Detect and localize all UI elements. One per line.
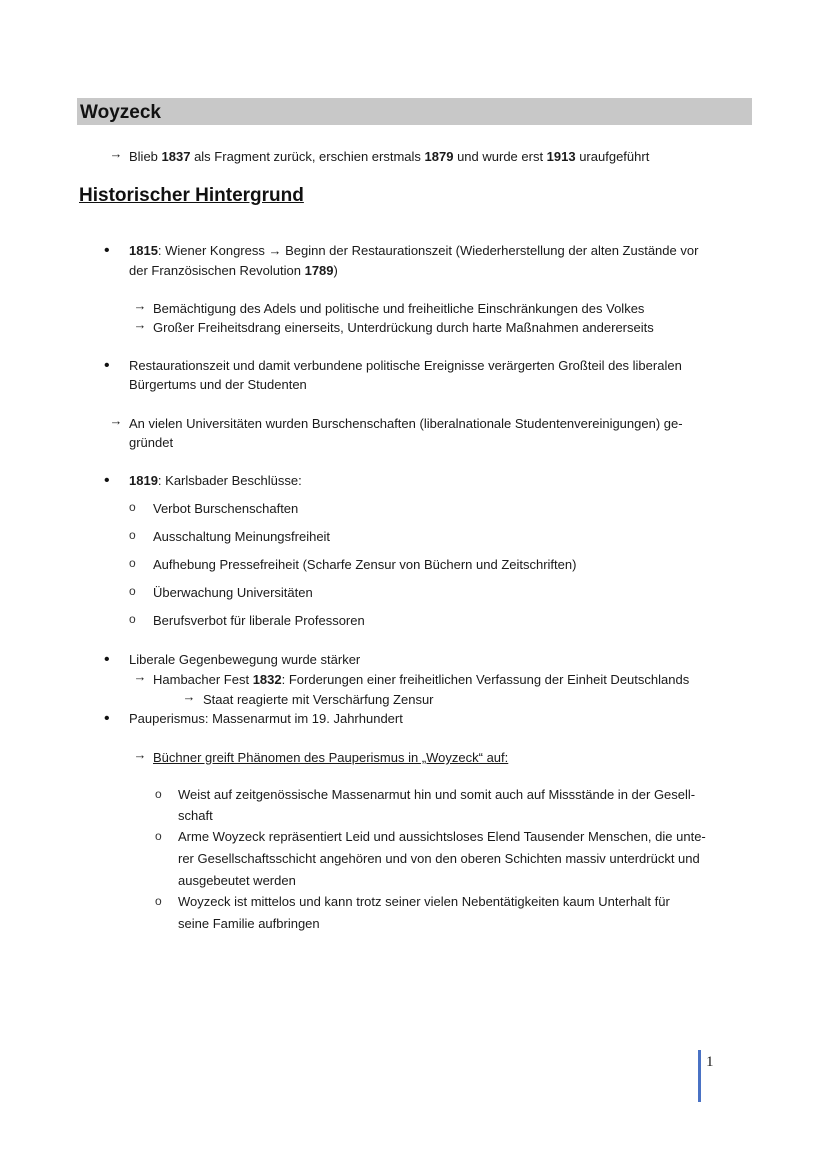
section6-item-1-line2: schaft (178, 808, 213, 823)
section1-sub-1: Bemächtigung des Adels und politische und freiheitliche Einschränkungen des Volkes (153, 301, 645, 316)
arrow-icon: → (133, 747, 147, 762)
section3-line2: gründet (129, 435, 174, 450)
section5-subsub: Staat reagierte mit Verschärfung Zensur (203, 692, 434, 707)
section1-line2: der Französischen Revolution 1789) (129, 263, 338, 278)
section2-line2: Bürgertums und der Studenten (129, 377, 307, 392)
section1-line1: 1815: Wiener Kongress → Beginn der Restaurationszeit (Wiederherstellung der alten Zustände vor (129, 243, 699, 258)
circle-bullet-icon: o (129, 612, 136, 626)
intro-line: Blieb 1837 als Fragment zurück, erschien erstmals 1879 und wurde erst 1913 uraufgeführt (129, 149, 650, 164)
section6-item-2-line2: rer Gesellschaftsschicht angehören und von den oberen Schichten massiv unterdrückt und (178, 851, 700, 866)
arrow-icon: → (109, 413, 123, 428)
section4-item-3: Aufhebung Pressefreiheit (Scharfe Zensur von Büchern und Zeitschriften) (153, 557, 577, 572)
circle-bullet-icon: o (129, 528, 136, 542)
page-number-bar (698, 1050, 701, 1102)
circle-bullet-icon: o (129, 584, 136, 598)
section6-sub: Büchner greift Phänomen des Pauperismus in „Woyzeck“ auf: (153, 750, 509, 765)
arrow-icon: → (133, 317, 147, 332)
section1-sub-2: Großer Freiheitsdrang einerseits, Unterdrückung durch harte Maßnahmen andererseits (153, 320, 654, 335)
section4-item-1: Verbot Burschenschaften (153, 501, 299, 516)
arrow-icon: → (133, 669, 147, 684)
bullet-icon: • (104, 710, 110, 727)
section6-item-1-line1: Weist auf zeitgenössische Massenarmut hin und somit auch auf Missstände in der Gesell- (178, 787, 696, 802)
section4-item-4: Überwachung Universitäten (153, 585, 313, 600)
arrow-icon: → (182, 689, 196, 704)
section6-item-3-line2: seine Familie aufbringen (178, 916, 320, 931)
section5-sub: Hambacher Fest 1832: Forderungen einer freiheitlichen Verfassung der Einheit Deutschlands (153, 672, 690, 687)
section6-line1: Pauperismus: Massenarmut im 19. Jahrhundert (129, 711, 403, 726)
bullet-icon: • (104, 472, 110, 489)
circle-bullet-icon: o (129, 556, 136, 570)
section-heading: Historischer Hintergrund (79, 185, 304, 206)
section2-line1: Restaurationszeit und damit verbundene politische Ereignisse verärgerten Großteil des liberalen (129, 358, 682, 373)
title-bar (77, 98, 752, 125)
bullet-icon: • (104, 357, 110, 374)
document-title: Woyzeck (80, 102, 161, 123)
bullet-icon: • (104, 651, 110, 668)
section6-item-2-line1: Arme Woyzeck repräsentiert Leid und aussichtsloses Elend Tausender Menschen, die unte- (178, 829, 706, 844)
section6-item-2-line3: ausgebeutet werden (178, 873, 296, 888)
section4-line1: 1819: Karlsbader Beschlüsse: (129, 473, 302, 488)
arrow-icon: → (109, 146, 123, 161)
circle-bullet-icon: o (155, 894, 162, 908)
section5-line1: Liberale Gegenbewegung wurde stärker (129, 652, 361, 667)
bullet-icon: • (104, 242, 110, 259)
section4-item-5: Berufsverbot für liberale Professoren (153, 613, 365, 628)
circle-bullet-icon: o (129, 500, 136, 514)
arrow-icon: → (133, 298, 147, 313)
circle-bullet-icon: o (155, 829, 162, 843)
section4-item-2: Ausschaltung Meinungsfreiheit (153, 529, 331, 544)
circle-bullet-icon: o (155, 787, 162, 801)
page-number: 1 (706, 1054, 714, 1070)
section3-line1: An vielen Universitäten wurden Burschenschaften (liberalnationale Studentenvereinigungen) ge- (129, 416, 683, 431)
section6-item-3-line1: Woyzeck ist mittelos und kann trotz seiner vielen Nebentätigkeiten kaum Unterhalt für (178, 894, 670, 909)
